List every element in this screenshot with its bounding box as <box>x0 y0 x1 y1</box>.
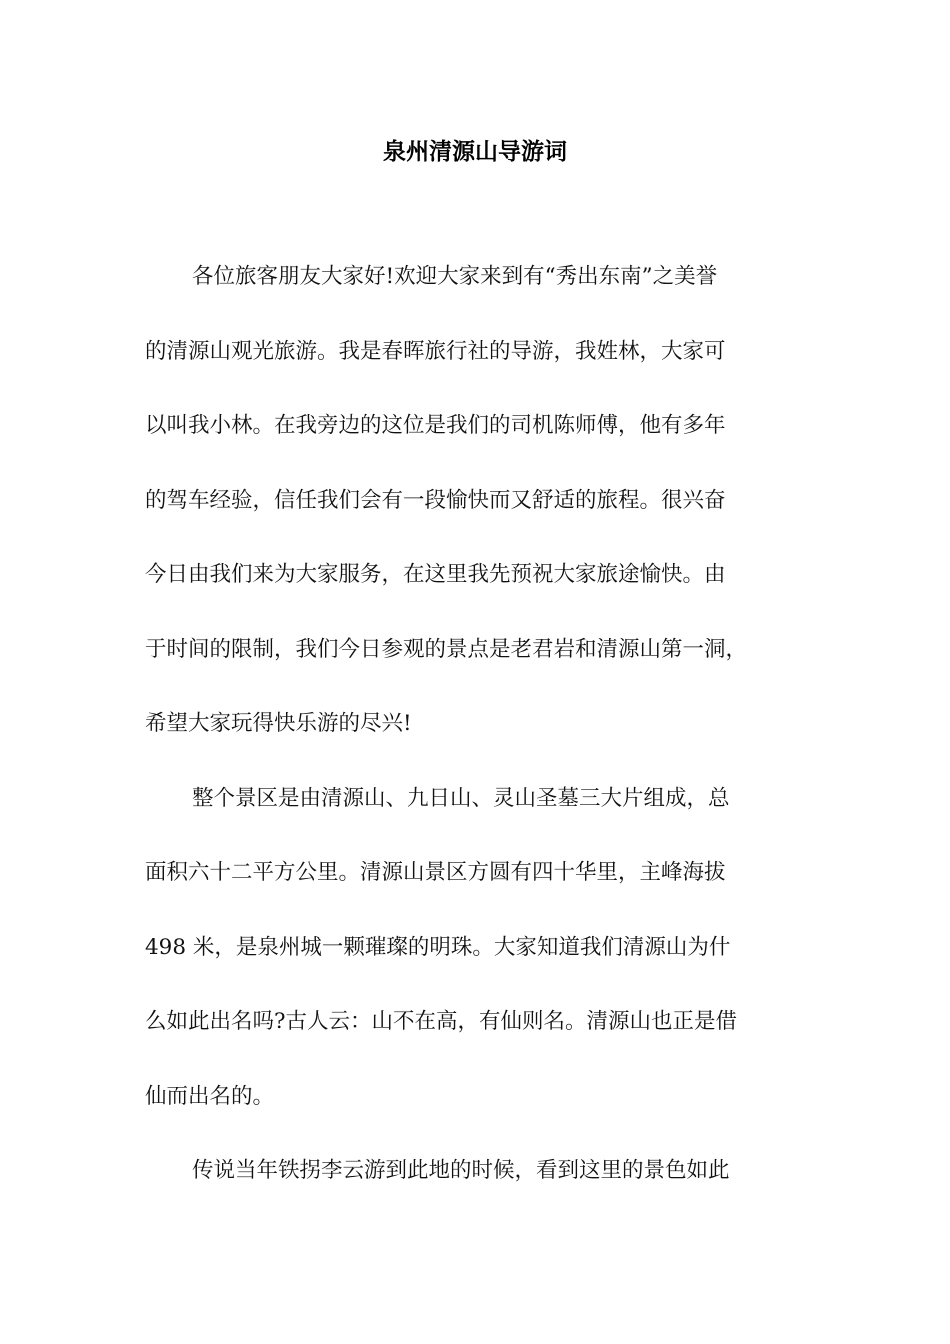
paragraph-line: 面积六十二平方公里。清源山景区方圆有四十华里，主峰海拔 <box>145 860 726 885</box>
paragraph-line: 498 米，是泉州城一颗璀璨的明珠。大家知道我们清源山为什 <box>145 934 731 960</box>
paragraph-line: 么如此出名吗?古人云：山不在高，有仙则名。清源山也正是借 <box>145 1009 738 1034</box>
paragraph-line: 今日由我们来为大家服务，在这里我先预祝大家旅途愉快。由 <box>145 562 726 587</box>
paragraph-line: 于时间的限制，我们今日参观的景点是老君岩和清源山第一洞， <box>145 636 748 662</box>
paragraph-line: 整个景区是由清源山、九日山、灵山圣墓三大片组成，总 <box>192 785 730 811</box>
paragraph-line: 希望大家玩得快乐游的尽兴! <box>145 711 412 736</box>
paragraph-line: 的清源山观光旅游。我是春晖旅行社的导游，我姓林，大家可 <box>145 338 726 364</box>
document-title: 泉州清源山导游词 <box>383 139 567 165</box>
document-body <box>145 256 815 1225</box>
paragraph-line: 的驾车经验，信任我们会有一段愉快而又舒适的旅程。很兴奋 <box>145 487 726 513</box>
paragraph-line: 各位旅客朋友大家好!欢迎大家来到有“秀出东南”之美誉 <box>192 264 718 289</box>
paragraph-line: 传说当年铁拐李云游到此地的时候，看到这里的景色如此 <box>192 1158 730 1183</box>
paragraph-line: 以叫我小林。在我旁边的这位是我们的司机陈师傅，他有多年 <box>145 413 726 438</box>
paragraph-line: 仙而出名的。 <box>145 1083 275 1109</box>
